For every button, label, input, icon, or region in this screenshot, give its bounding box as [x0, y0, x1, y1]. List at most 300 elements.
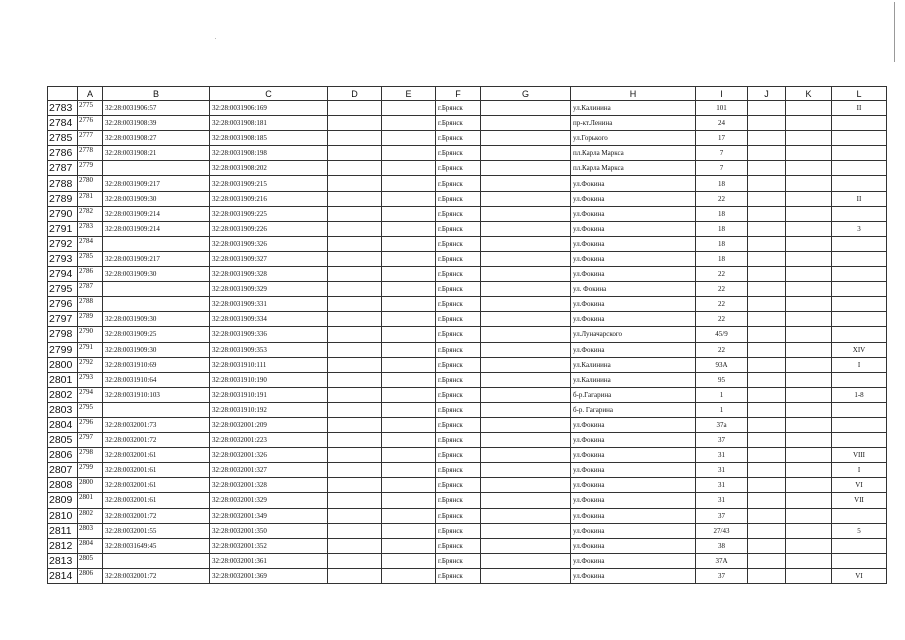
- street-cell: б-р.Гагарина: [571, 387, 696, 402]
- row-number-cell: 2792: [48, 236, 78, 251]
- empty-cell: [481, 508, 571, 523]
- empty-cell: [786, 297, 832, 312]
- scan-speck: [215, 38, 216, 39]
- empty-cell: [481, 448, 571, 463]
- table-row: [48, 523, 887, 538]
- column-a-cell: 2784: [78, 236, 103, 251]
- empty-cell: [328, 116, 382, 131]
- empty-cell: [328, 357, 382, 372]
- empty-cell: [382, 131, 436, 146]
- cadastral-number-c-cell: 32:28:0032001:350: [210, 523, 328, 538]
- city-cell: г.Брянск: [436, 267, 481, 282]
- premises-number-cell: [832, 176, 887, 191]
- table-row: [48, 568, 887, 583]
- cadastral-number-c-cell: 32:28:0032001:369: [210, 568, 328, 583]
- table-row: [48, 372, 887, 387]
- row-number-cell: 2790: [48, 206, 78, 221]
- column-a-cell: 2775: [78, 101, 103, 116]
- row-number-cell: 2788: [48, 176, 78, 191]
- empty-cell: [382, 206, 436, 221]
- cadastral-number-c-cell: 32:28:0032001:329: [210, 493, 328, 508]
- street-cell: ул.Фокина: [571, 206, 696, 221]
- city-cell: г.Брянск: [436, 568, 481, 583]
- column-a-cell: 2781: [78, 191, 103, 206]
- house-number-cell: 27/43: [696, 523, 748, 538]
- empty-cell: [481, 206, 571, 221]
- empty-cell: [786, 146, 832, 161]
- column-a-cell: 2799: [78, 463, 103, 478]
- empty-cell: [748, 568, 786, 583]
- column-header: H: [571, 87, 696, 101]
- cadastral-number-b-cell: 32:28:0031909:30: [103, 342, 210, 357]
- empty-cell: [481, 251, 571, 266]
- cadastral-number-b-cell: 32:28:0032001:61: [103, 493, 210, 508]
- empty-cell: [328, 342, 382, 357]
- empty-cell: [481, 191, 571, 206]
- empty-cell: [481, 221, 571, 236]
- cadastral-number-c-cell: 32:28:0032001:223: [210, 433, 328, 448]
- cadastral-number-b-cell: 32:28:0032001:72: [103, 508, 210, 523]
- empty-cell: [481, 387, 571, 402]
- empty-cell: [382, 312, 436, 327]
- empty-cell: [328, 206, 382, 221]
- table-row: [48, 282, 887, 297]
- table-row: [48, 251, 887, 266]
- empty-cell: [481, 538, 571, 553]
- empty-cell: [748, 463, 786, 478]
- empty-cell: [328, 327, 382, 342]
- street-cell: ул.Фокина: [571, 191, 696, 206]
- premises-number-cell: VI: [832, 478, 887, 493]
- cadastral-number-c-cell: 32:28:0031908:198: [210, 146, 328, 161]
- table-row: [48, 297, 887, 312]
- empty-cell: [786, 342, 832, 357]
- table-row: [48, 448, 887, 463]
- city-cell: г.Брянск: [436, 387, 481, 402]
- empty-cell: [748, 206, 786, 221]
- premises-number-cell: [832, 312, 887, 327]
- empty-cell: [786, 206, 832, 221]
- column-a-cell: 2801: [78, 493, 103, 508]
- cadastral-number-b-cell: [103, 402, 210, 417]
- empty-cell: [328, 372, 382, 387]
- empty-cell: [328, 236, 382, 251]
- premises-number-cell: [832, 297, 887, 312]
- column-header-row: [48, 87, 887, 101]
- empty-cell: [748, 146, 786, 161]
- premises-number-cell: II: [832, 101, 887, 116]
- street-cell: ул.Калинина: [571, 357, 696, 372]
- empty-cell: [786, 116, 832, 131]
- empty-cell: [786, 508, 832, 523]
- empty-cell: [748, 282, 786, 297]
- house-number-cell: 45/9: [696, 327, 748, 342]
- empty-cell: [748, 342, 786, 357]
- empty-cell: [748, 417, 786, 432]
- column-a-cell: 2780: [78, 176, 103, 191]
- cadastral-number-b-cell: 32:28:0032001:61: [103, 478, 210, 493]
- table-row: [48, 312, 887, 327]
- empty-cell: [328, 538, 382, 553]
- empty-cell: [328, 478, 382, 493]
- empty-cell: [328, 282, 382, 297]
- row-number-cell: 2800: [48, 357, 78, 372]
- cadastral-number-c-cell: 32:28:0032001:349: [210, 508, 328, 523]
- empty-cell: [748, 221, 786, 236]
- table-row: [48, 357, 887, 372]
- empty-cell: [328, 297, 382, 312]
- row-number-cell: 2801: [48, 372, 78, 387]
- empty-cell: [748, 101, 786, 116]
- premises-number-cell: XIV: [832, 342, 887, 357]
- house-number-cell: 31: [696, 463, 748, 478]
- street-cell: ул.Фокина: [571, 342, 696, 357]
- premises-number-cell: VIII: [832, 448, 887, 463]
- premises-number-cell: [832, 372, 887, 387]
- empty-cell: [481, 568, 571, 583]
- premises-number-cell: [832, 508, 887, 523]
- column-header: E: [382, 87, 436, 101]
- premises-number-cell: [832, 433, 887, 448]
- city-cell: г.Брянск: [436, 508, 481, 523]
- empty-cell: [786, 251, 832, 266]
- empty-cell: [786, 493, 832, 508]
- house-number-cell: 37: [696, 508, 748, 523]
- empty-cell: [382, 493, 436, 508]
- empty-cell: [786, 523, 832, 538]
- row-number-cell: 2809: [48, 493, 78, 508]
- empty-cell: [786, 176, 832, 191]
- house-number-cell: 31: [696, 478, 748, 493]
- house-number-cell: 18: [696, 251, 748, 266]
- empty-cell: [382, 538, 436, 553]
- empty-cell: [328, 493, 382, 508]
- premises-number-cell: I: [832, 357, 887, 372]
- cadastral-number-b-cell: 32:28:0032001:55: [103, 523, 210, 538]
- premises-number-cell: 3: [832, 221, 887, 236]
- cadastral-number-c-cell: 32:28:0032001:328: [210, 478, 328, 493]
- city-cell: г.Брянск: [436, 116, 481, 131]
- empty-cell: [382, 553, 436, 568]
- column-a-cell: 2797: [78, 433, 103, 448]
- empty-cell: [748, 161, 786, 176]
- street-cell: ул.Фокина: [571, 251, 696, 266]
- empty-cell: [382, 101, 436, 116]
- table-row: [48, 101, 887, 116]
- premises-number-cell: [832, 417, 887, 432]
- house-number-cell: 95: [696, 372, 748, 387]
- empty-cell: [328, 312, 382, 327]
- empty-cell: [481, 402, 571, 417]
- cadastral-number-b-cell: 32:28:0031909:30: [103, 267, 210, 282]
- city-cell: г.Брянск: [436, 372, 481, 387]
- empty-cell: [748, 267, 786, 282]
- city-cell: г.Брянск: [436, 236, 481, 251]
- city-cell: г.Брянск: [436, 251, 481, 266]
- cadastral-number-b-cell: 32:28:0031649:45: [103, 538, 210, 553]
- cadastral-number-c-cell: 32:28:0031908:202: [210, 161, 328, 176]
- empty-cell: [748, 357, 786, 372]
- house-number-cell: 1: [696, 402, 748, 417]
- premises-number-cell: [832, 402, 887, 417]
- row-number-cell: 2795: [48, 282, 78, 297]
- cadastral-number-b-cell: 32:28:0031910:64: [103, 372, 210, 387]
- house-number-cell: 17: [696, 131, 748, 146]
- row-number-cell: 2804: [48, 417, 78, 432]
- table-row: [48, 267, 887, 282]
- cadastral-number-c-cell: 32:28:0031909:331: [210, 297, 328, 312]
- column-header: K: [786, 87, 832, 101]
- house-number-cell: 22: [696, 191, 748, 206]
- cadastral-number-b-cell: 32:28:0032001:73: [103, 417, 210, 432]
- empty-cell: [786, 568, 832, 583]
- row-number-cell: 2787: [48, 161, 78, 176]
- table-row: [48, 327, 887, 342]
- empty-cell: [481, 312, 571, 327]
- street-cell: ул. Фокина: [571, 282, 696, 297]
- premises-number-cell: VII: [832, 493, 887, 508]
- spreadsheet-table: [47, 86, 887, 584]
- column-header: B: [103, 87, 210, 101]
- cadastral-number-b-cell: [103, 282, 210, 297]
- cadastral-number-c-cell: 32:28:0031908:181: [210, 116, 328, 131]
- cadastral-number-b-cell: [103, 236, 210, 251]
- row-number-cell: 2786: [48, 146, 78, 161]
- column-a-cell: 2782: [78, 206, 103, 221]
- column-a-cell: 2791: [78, 342, 103, 357]
- column-header: D: [328, 87, 382, 101]
- cadastral-number-c-cell: 32:28:0031909:215: [210, 176, 328, 191]
- empty-cell: [328, 176, 382, 191]
- cadastral-number-b-cell: 32:28:0032001:72: [103, 568, 210, 583]
- empty-cell: [481, 101, 571, 116]
- empty-cell: [786, 553, 832, 568]
- table-row: [48, 493, 887, 508]
- row-number-cell: 2803: [48, 402, 78, 417]
- empty-cell: [748, 116, 786, 131]
- cadastral-number-c-cell: 32:28:0031906:169: [210, 101, 328, 116]
- table-row: [48, 417, 887, 432]
- column-a-cell: 2788: [78, 297, 103, 312]
- premises-number-cell: I: [832, 463, 887, 478]
- city-cell: г.Брянск: [436, 101, 481, 116]
- empty-cell: [328, 448, 382, 463]
- house-number-cell: 37: [696, 433, 748, 448]
- empty-cell: [328, 131, 382, 146]
- cadastral-number-c-cell: 32:28:0031909:328: [210, 267, 328, 282]
- house-number-cell: 18: [696, 206, 748, 221]
- empty-cell: [748, 327, 786, 342]
- empty-cell: [382, 251, 436, 266]
- row-number-cell: 2783: [48, 101, 78, 116]
- row-number-cell: 2794: [48, 267, 78, 282]
- cadastral-number-c-cell: 32:28:0031910:191: [210, 387, 328, 402]
- empty-cell: [481, 116, 571, 131]
- empty-cell: [481, 433, 571, 448]
- empty-cell: [382, 221, 436, 236]
- premises-number-cell: [832, 131, 887, 146]
- empty-cell: [382, 282, 436, 297]
- cadastral-number-b-cell: 32:28:0031906:57: [103, 101, 210, 116]
- street-cell: ул.Горького: [571, 131, 696, 146]
- empty-cell: [382, 387, 436, 402]
- row-number-cell: 2784: [48, 116, 78, 131]
- cadastral-number-c-cell: 32:28:0032001:361: [210, 553, 328, 568]
- empty-cell: [481, 131, 571, 146]
- table-row: [48, 342, 887, 357]
- city-cell: г.Брянск: [436, 433, 481, 448]
- cadastral-number-c-cell: 32:28:0031909:327: [210, 251, 328, 266]
- cadastral-number-b-cell: 32:28:0031909:217: [103, 176, 210, 191]
- empty-cell: [382, 267, 436, 282]
- street-cell: ул.Фокина: [571, 176, 696, 191]
- table-row: [48, 176, 887, 191]
- premises-number-cell: II: [832, 191, 887, 206]
- empty-cell: [382, 523, 436, 538]
- street-cell: ул.Фокина: [571, 267, 696, 282]
- street-cell: б-р. Гагарина: [571, 402, 696, 417]
- table-row: [48, 433, 887, 448]
- empty-cell: [786, 221, 832, 236]
- cadastral-number-b-cell: 32:28:0031908:21: [103, 146, 210, 161]
- empty-cell: [328, 161, 382, 176]
- empty-cell: [328, 508, 382, 523]
- empty-cell: [786, 433, 832, 448]
- premises-number-cell: [832, 236, 887, 251]
- street-cell: пл.Карла Маркса: [571, 146, 696, 161]
- column-a-cell: 2804: [78, 538, 103, 553]
- row-number-cell: 2807: [48, 463, 78, 478]
- city-cell: г.Брянск: [436, 282, 481, 297]
- street-cell: ул.Фокина: [571, 523, 696, 538]
- house-number-cell: 22: [696, 282, 748, 297]
- row-number-cell: 2797: [48, 312, 78, 327]
- city-cell: г.Брянск: [436, 221, 481, 236]
- cadastral-number-b-cell: 32:28:0031908:39: [103, 116, 210, 131]
- house-number-cell: 93А: [696, 357, 748, 372]
- city-cell: г.Брянск: [436, 493, 481, 508]
- column-a-cell: 2783: [78, 221, 103, 236]
- column-a-cell: 2789: [78, 312, 103, 327]
- column-a-cell: 2794: [78, 387, 103, 402]
- empty-cell: [328, 101, 382, 116]
- table-row: [48, 236, 887, 251]
- row-number-cell: 2810: [48, 508, 78, 523]
- street-cell: ул.Фокина: [571, 463, 696, 478]
- empty-cell: [382, 372, 436, 387]
- empty-cell: [328, 267, 382, 282]
- column-a-cell: 2795: [78, 402, 103, 417]
- premises-number-cell: [832, 206, 887, 221]
- street-cell: ул.Фокина: [571, 568, 696, 583]
- empty-cell: [748, 297, 786, 312]
- table-row: [48, 478, 887, 493]
- city-cell: г.Брянск: [436, 523, 481, 538]
- cadastral-number-b-cell: 32:28:0031910:69: [103, 357, 210, 372]
- column-a-cell: 2802: [78, 508, 103, 523]
- table-row: [48, 508, 887, 523]
- column-a-cell: 2777: [78, 131, 103, 146]
- empty-cell: [748, 508, 786, 523]
- house-number-cell: 1: [696, 387, 748, 402]
- city-cell: г.Брянск: [436, 312, 481, 327]
- column-header: G: [481, 87, 571, 101]
- row-number-cell: 2808: [48, 478, 78, 493]
- empty-cell: [382, 463, 436, 478]
- street-cell: ул.Фокина: [571, 478, 696, 493]
- column-header: L: [832, 87, 887, 101]
- house-number-cell: 22: [696, 267, 748, 282]
- city-cell: г.Брянск: [436, 357, 481, 372]
- column-a-cell: 2803: [78, 523, 103, 538]
- city-cell: г.Брянск: [436, 417, 481, 432]
- table-row: [48, 206, 887, 221]
- house-number-cell: 37: [696, 568, 748, 583]
- column-a-cell: 2786: [78, 267, 103, 282]
- table-row: [48, 402, 887, 417]
- cadastral-number-b-cell: 32:28:0032001:61: [103, 463, 210, 478]
- scan-edge-line: [894, 2, 895, 62]
- house-number-cell: 31: [696, 493, 748, 508]
- row-number-cell: 2793: [48, 251, 78, 266]
- empty-cell: [328, 251, 382, 266]
- cadastral-number-c-cell: 32:28:0031909:326: [210, 236, 328, 251]
- column-header: I: [696, 87, 748, 101]
- empty-cell: [748, 236, 786, 251]
- premises-number-cell: [832, 327, 887, 342]
- empty-cell: [786, 372, 832, 387]
- empty-cell: [481, 357, 571, 372]
- house-number-cell: 37а: [696, 417, 748, 432]
- house-number-cell: 101: [696, 101, 748, 116]
- empty-cell: [786, 161, 832, 176]
- city-cell: г.Брянск: [436, 538, 481, 553]
- column-header: J: [748, 87, 786, 101]
- empty-cell: [382, 478, 436, 493]
- empty-cell: [382, 402, 436, 417]
- column-a-cell: 2787: [78, 282, 103, 297]
- city-cell: г.Брянск: [436, 191, 481, 206]
- empty-cell: [481, 463, 571, 478]
- empty-cell: [748, 402, 786, 417]
- row-number-cell: 2811: [48, 523, 78, 538]
- empty-cell: [481, 342, 571, 357]
- street-cell: ул.Фокина: [571, 553, 696, 568]
- cadastral-number-c-cell: 32:28:0032001:209: [210, 417, 328, 432]
- empty-cell: [328, 463, 382, 478]
- premises-number-cell: [832, 282, 887, 297]
- row-number-cell: 2785: [48, 131, 78, 146]
- cadastral-number-b-cell: 32:28:0031909:30: [103, 191, 210, 206]
- row-number-cell: 2812: [48, 538, 78, 553]
- empty-cell: [481, 523, 571, 538]
- street-cell: ул.Калинина: [571, 372, 696, 387]
- column-header: C: [210, 87, 328, 101]
- city-cell: г.Брянск: [436, 478, 481, 493]
- empty-cell: [328, 523, 382, 538]
- table-row: [48, 146, 887, 161]
- empty-cell: [786, 387, 832, 402]
- column-a-cell: 2785: [78, 251, 103, 266]
- city-cell: г.Брянск: [436, 131, 481, 146]
- row-number-cell: 2813: [48, 553, 78, 568]
- cadastral-number-c-cell: 32:28:0031909:329: [210, 282, 328, 297]
- city-cell: г.Брянск: [436, 553, 481, 568]
- house-number-cell: 18: [696, 236, 748, 251]
- empty-cell: [786, 402, 832, 417]
- empty-cell: [786, 448, 832, 463]
- empty-cell: [786, 131, 832, 146]
